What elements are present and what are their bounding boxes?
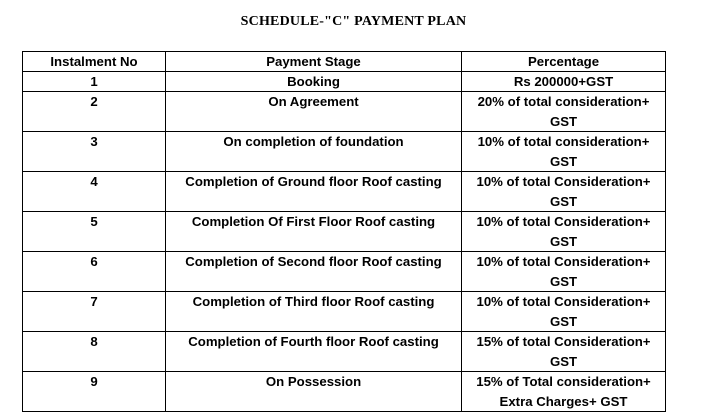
- instalment-no-cell: 9: [23, 372, 166, 412]
- instalment-no-cell: 3: [23, 132, 166, 172]
- payment-stage-cell: Completion Of First Floor Roof casting: [166, 212, 462, 252]
- table-row: [23, 132, 666, 172]
- percentage-cell: 10% of total Consideration+ GST: [462, 172, 666, 212]
- page-title: SCHEDULE-"C" PAYMENT PLAN: [240, 14, 467, 29]
- payment-stage-cell: Booking: [166, 72, 462, 92]
- payment-stage-cell: Completion of Ground floor Roof casting: [166, 172, 462, 212]
- table-row: [23, 252, 666, 292]
- payment-stage-cell: Completion of Third floor Roof casting: [166, 292, 462, 332]
- percentage-cell: 10% of total consideration+ GST: [462, 132, 666, 172]
- instalment-no-cell: 6: [23, 252, 166, 292]
- percentage-cell: 10% of total Consideration+ GST: [462, 212, 666, 252]
- instalment-no-cell: 4: [23, 172, 166, 212]
- instalment-no-cell: 5: [23, 212, 166, 252]
- payment-stage-cell: Completion of Fourth floor Roof casting: [166, 332, 462, 372]
- instalment-no-cell: 8: [23, 332, 166, 372]
- table-row: [23, 292, 666, 332]
- payment-stage-cell: On Agreement: [166, 92, 462, 132]
- table-row: [23, 72, 666, 92]
- column-header-percentage: Percentage: [462, 52, 666, 72]
- column-header-instalment-no: Instalment No: [23, 52, 166, 72]
- instalment-no-cell: 7: [23, 292, 166, 332]
- percentage-cell: 15% of total Consideration+ GST: [462, 332, 666, 372]
- table-row: [23, 212, 666, 252]
- payment-stage-cell: On Possession: [166, 372, 462, 412]
- table-row: [23, 92, 666, 132]
- percentage-cell: Rs 200000+GST: [462, 72, 666, 92]
- percentage-cell: 20% of total consideration+ GST: [462, 92, 666, 132]
- table-header-row: [23, 52, 666, 72]
- payment-plan-table: [22, 51, 666, 412]
- table-row: [23, 172, 666, 212]
- table-row: [23, 372, 666, 412]
- payment-stage-cell: On completion of foundation: [166, 132, 462, 172]
- percentage-cell: 10% of total Consideration+ GST: [462, 292, 666, 332]
- percentage-cell: 15% of Total consideration+ Extra Charges+ GST: [462, 372, 666, 412]
- percentage-cell: 10% of total Consideration+ GST: [462, 252, 666, 292]
- payment-stage-cell: Completion of Second floor Roof casting: [166, 252, 462, 292]
- table-row: [23, 332, 666, 372]
- column-header-payment-stage: Payment Stage: [166, 52, 462, 72]
- instalment-no-cell: 2: [23, 92, 166, 132]
- instalment-no-cell: 1: [23, 72, 166, 92]
